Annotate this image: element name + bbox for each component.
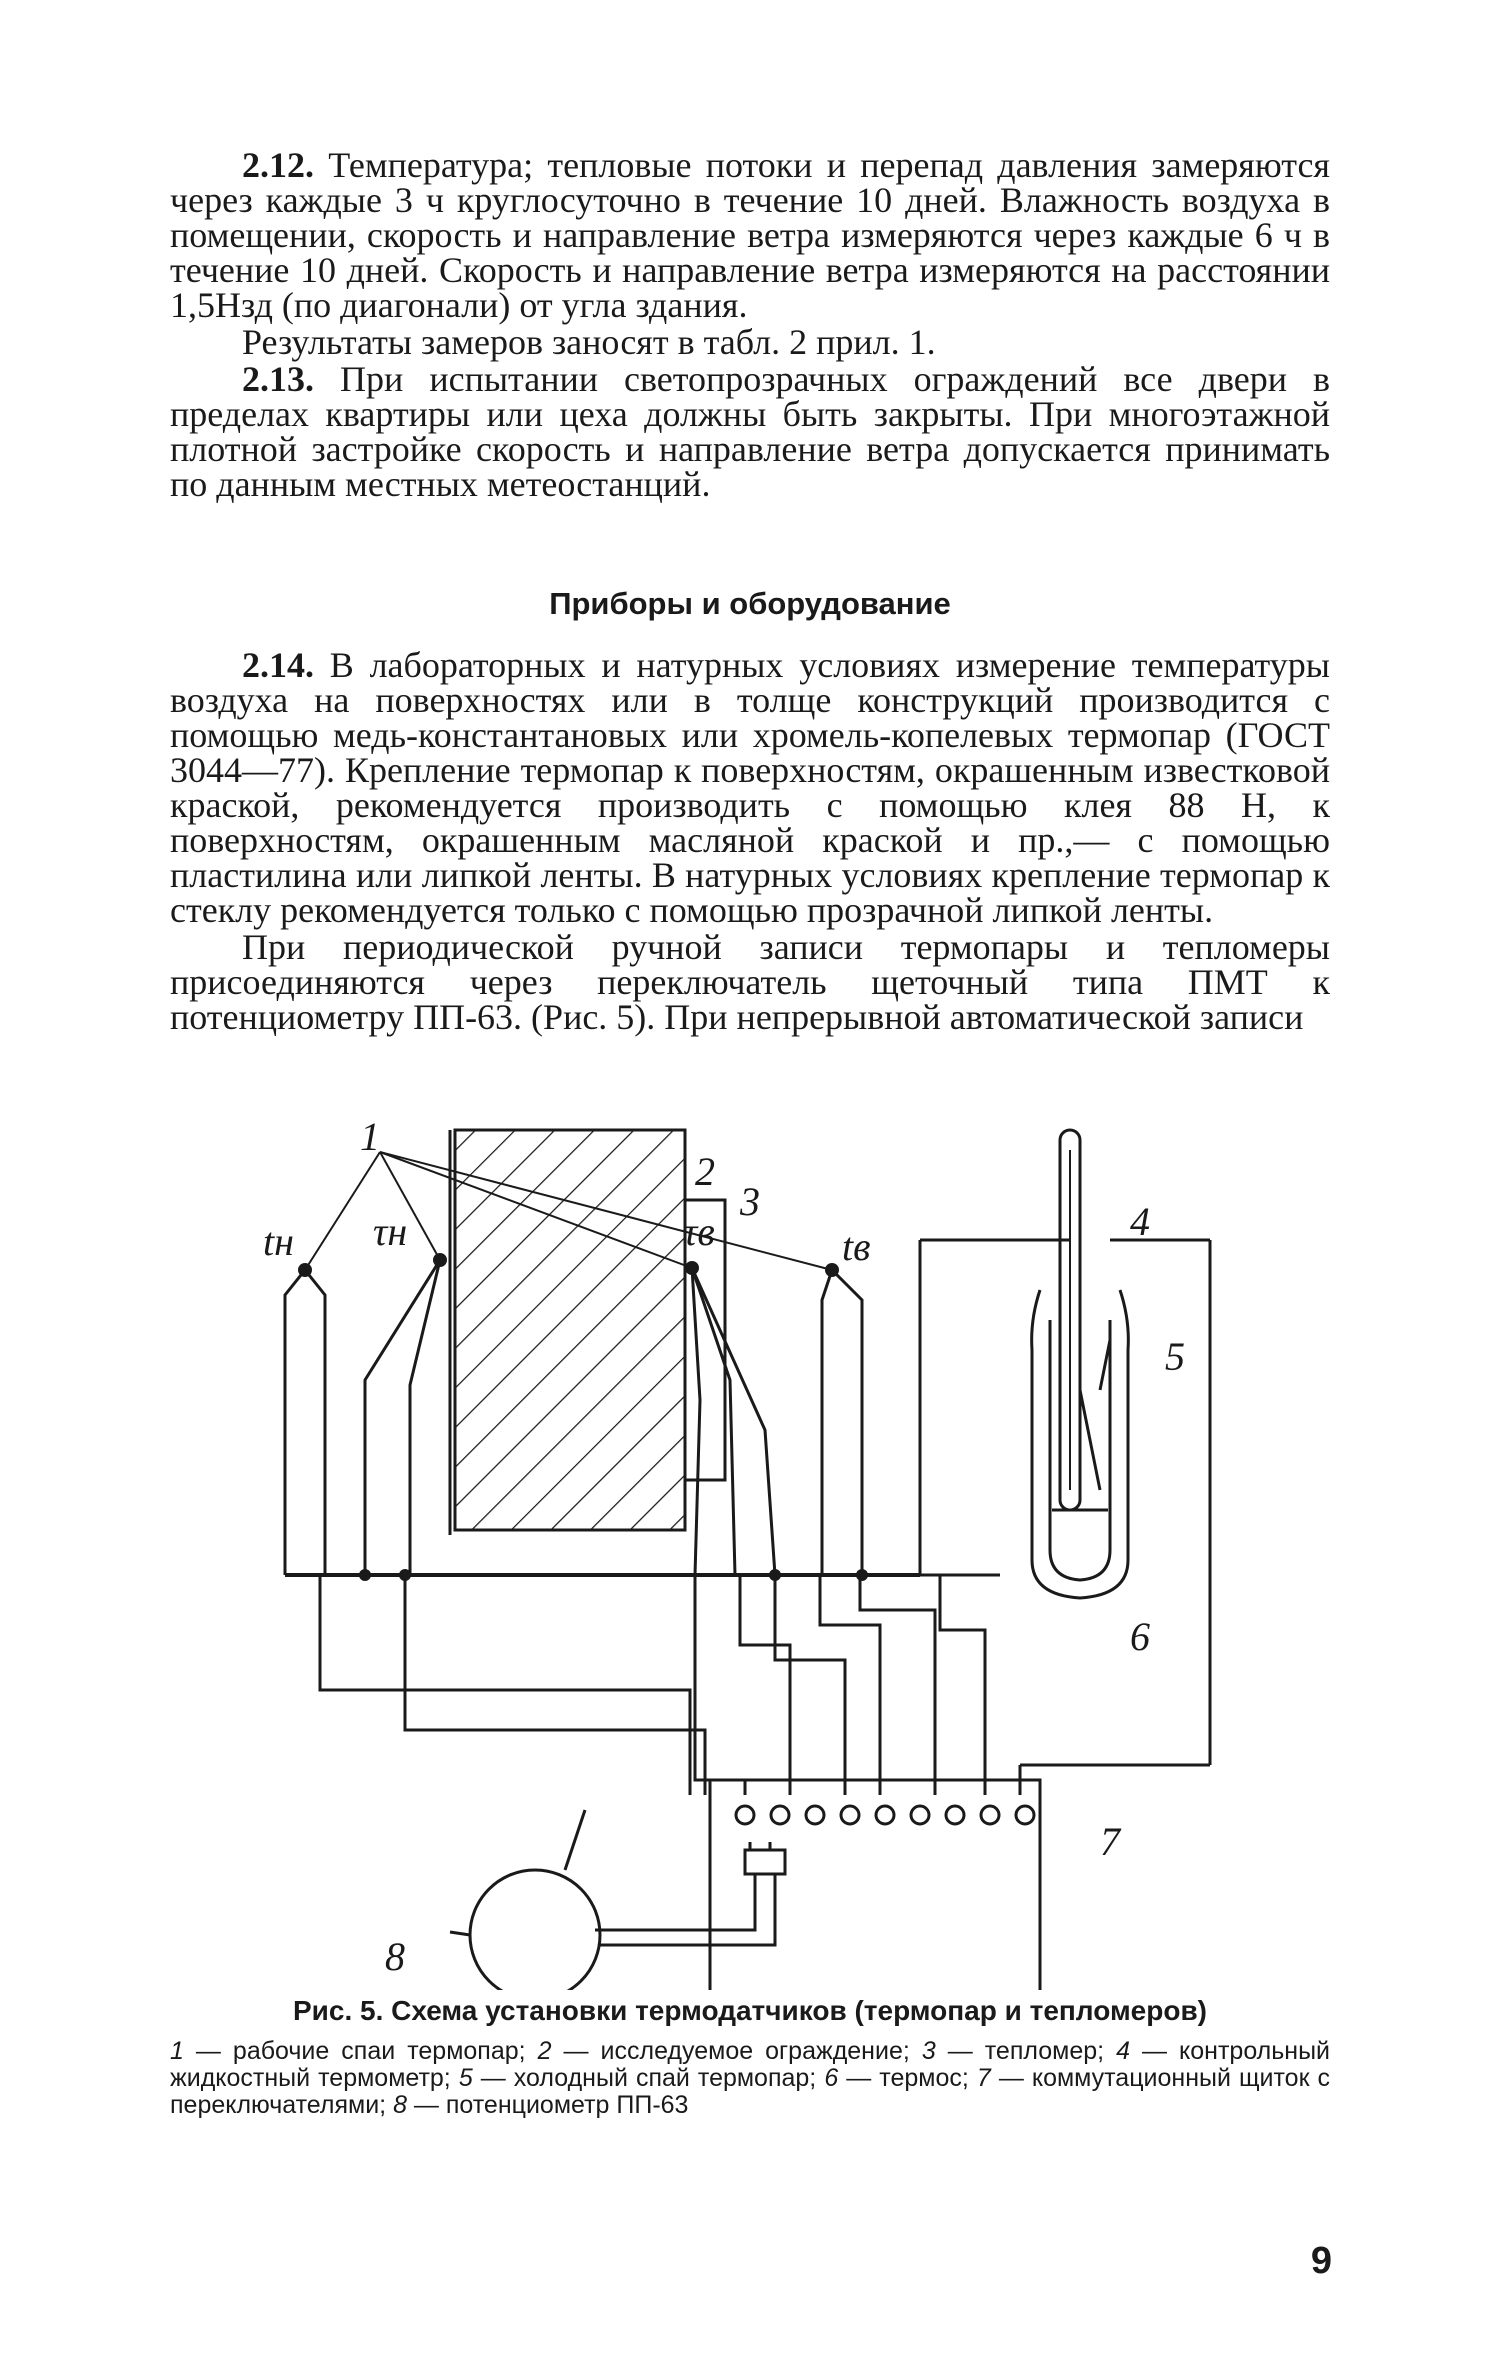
main-text bbox=[170, 145, 1331, 504]
label-4: 4 bbox=[1130, 1199, 1150, 1244]
label-8: 8 bbox=[385, 1934, 405, 1979]
label-tau-n: τн bbox=[373, 1209, 408, 1254]
section-number: 2.13. bbox=[242, 359, 314, 399]
legend-item: 5 — холодный спай термопар; bbox=[458, 2064, 817, 2092]
legend-item: 1 — рабочие спаи термопар; bbox=[170, 2037, 526, 2065]
legend-item: 7 — коммутационный щиток с переключателями; bbox=[170, 2064, 1331, 2119]
label-1: 1 bbox=[360, 1114, 380, 1159]
switch-terminals bbox=[736, 1806, 1034, 1824]
paragraph-2-13 bbox=[170, 359, 1331, 504]
figure-title: Рис. 5. Схема установки термодатчиков (термопар и тепломеров) bbox=[292, 1995, 1207, 2026]
legend-item: 4 — контрольный жидкостный термометр; bbox=[170, 2037, 1331, 2092]
label-3: 3 bbox=[740, 1179, 760, 1224]
section-text: Температура; тепловые потоки и перепад давления замеряются через каждые 3 ч круглосуточно в течение 10 дней. Влажность воздуха в помещении, скорость и направление ветра измеряются через каждые 6 ч в течение 10 дней. Скорость и направление ветра измеряются на расстоянии 1,5Hзд (по диагонали) от угла здания. bbox=[170, 145, 1330, 325]
legend-item: 2 — исследуемое ограждение; bbox=[537, 2037, 910, 2065]
paragraph-recording: При периодической ручной записи термопары и тепломеры присоединяются через переключатель щеточный типа ПМТ к потенциометру ПП-63. (Рис. 5). При непрерывной автоматической записи bbox=[170, 927, 1330, 1037]
wall-hatched bbox=[455, 1130, 685, 1530]
paragraph-2-14 bbox=[170, 645, 1330, 930]
label-7: 7 bbox=[1100, 1819, 1120, 1864]
legend-item: 8 — потенциометр ПП-63 bbox=[393, 2091, 689, 2119]
label-6: 6 bbox=[1130, 1614, 1150, 1659]
paragraph-results: Результаты замеров заносят в табл. 2 прил. 1. bbox=[242, 322, 936, 362]
switchboard bbox=[710, 1780, 1040, 1990]
figure-legend bbox=[170, 2038, 1330, 2119]
main-text-2 bbox=[170, 645, 1330, 1037]
legend-item: 3 — тепломер; bbox=[921, 2037, 1105, 2065]
section-number: 2.14. bbox=[242, 645, 314, 685]
section-text: В лабораторных и натурных условиях измерение температуры воздуха на поверхностях или в толще конструкций производится с помощью медь-константановых или хромель-копелевых термопар (ГОСТ 3044—77). Крепление термопар к поверхностям, окрашенным известковой краской, рекомендуется производить с помощью клея 88 Н, к поверхностям, окрашенным масляной краской и пр.,— с помощью пластилина или липкой ленты. В натурных условиях крепление термопар к стеклу рекомендуется только с помощью прозрачной липкой ленты. bbox=[170, 645, 1330, 930]
potentiometer bbox=[470, 1870, 600, 1990]
label-t-v: tв bbox=[842, 1224, 871, 1269]
paragraph-2-12 bbox=[170, 145, 1330, 325]
section-number: 2.12. bbox=[242, 145, 314, 185]
label-t-n: tн bbox=[263, 1219, 294, 1264]
label-5: 5 bbox=[1165, 1334, 1185, 1379]
section-heading: Приборы и оборудование bbox=[549, 586, 951, 621]
section-text: При испытании светопрозрачных ограждений все двери в пределах квартиры или цеха должны быть закрыты. При многоэтажной плотной застройке скорость и направление ветра допускается принимать по данным местных метеостанций. bbox=[170, 359, 1331, 504]
label-tau-v: τв bbox=[683, 1209, 715, 1254]
page-number: 9 bbox=[1310, 2240, 1332, 2282]
switch-plug bbox=[745, 1850, 785, 1874]
thermosensor-schematic bbox=[0, 1090, 1500, 1990]
label-2: 2 bbox=[695, 1149, 715, 1194]
legend-item: 6 — термос; bbox=[824, 2064, 969, 2092]
